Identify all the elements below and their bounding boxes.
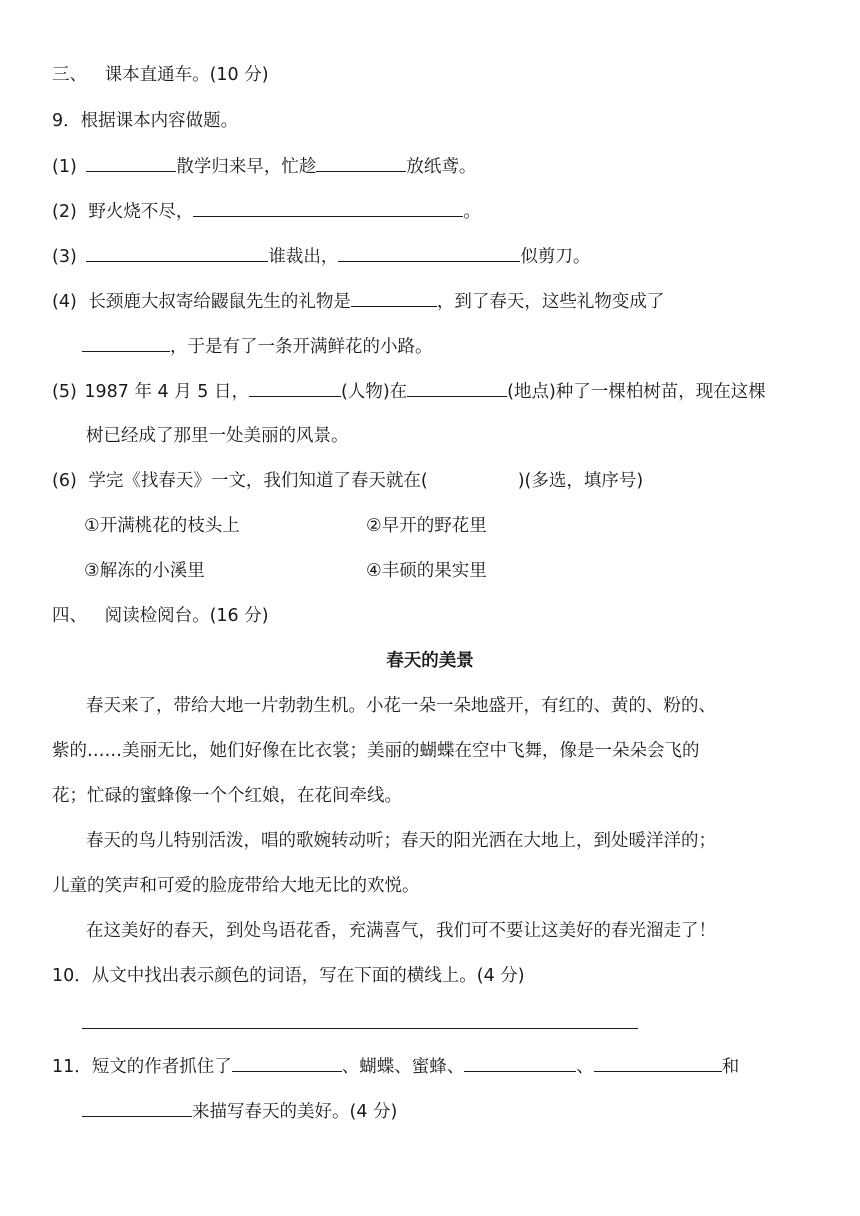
question-9-stem: 9．根据课本内容做题。 bbox=[52, 111, 239, 131]
q9-item-6 bbox=[52, 468, 643, 494]
item-number: (5) bbox=[52, 382, 77, 402]
item-text: 。 bbox=[463, 202, 481, 222]
q9-item-4-line-2 bbox=[82, 333, 433, 360]
item-text: 散学归来早，忙趁 bbox=[176, 157, 317, 177]
q9-item-5-line-2: 树已经成了那里一处美丽的风景。 bbox=[86, 426, 349, 446]
q9-item-2 bbox=[52, 198, 481, 225]
item-text: (人物)在 bbox=[341, 382, 408, 402]
answer-blank[interactable] bbox=[464, 1053, 576, 1072]
answer-blank[interactable] bbox=[82, 333, 170, 352]
item-number: (3) bbox=[52, 247, 77, 267]
passage-line: 儿童的笑声和可爱的脸庞带给大地无比的欢悦。 bbox=[52, 876, 420, 896]
section-number: 三、 bbox=[52, 65, 87, 85]
option-1: ①开满桃花的枝头上 bbox=[84, 516, 240, 536]
question-10-stem: 10．从文中找出表示颜色的词语，写在下面的横线上。(4 分) bbox=[52, 966, 525, 986]
answer-blank[interactable] bbox=[407, 378, 507, 397]
section-number: 四、 bbox=[52, 606, 87, 626]
answer-blank[interactable] bbox=[86, 243, 268, 262]
section-4-heading bbox=[52, 603, 269, 629]
option-4: ④丰硕的果实里 bbox=[366, 561, 487, 581]
answer-blank[interactable] bbox=[338, 243, 520, 262]
item-text: 谁裁出， bbox=[268, 247, 339, 267]
passage-line: 紫的……美丽无比，她们好像在比衣裳；美丽的蝴蝶在空中飞舞，像是一朵朵会飞的 bbox=[52, 741, 700, 761]
item-text: 来描写春天的美好。(4 分) bbox=[192, 1102, 398, 1122]
passage-line: 春天来了，带给大地一片勃勃生机。小花一朵一朵地盛开，有红的、黄的、粉的、 bbox=[86, 696, 716, 716]
item-text: 11．短文的作者抓住了 bbox=[52, 1057, 232, 1077]
section-title: 阅读检阅台。(16 分) bbox=[104, 606, 269, 626]
item-text: 、 bbox=[576, 1057, 594, 1077]
answer-blank[interactable] bbox=[82, 1098, 192, 1117]
item-text: 放纸鸢。 bbox=[406, 157, 477, 177]
item-text: ，到了春天，这些礼物变成了 bbox=[436, 292, 665, 312]
item-text: (地点)种了一棵柏树苗，现在这棵 bbox=[507, 382, 766, 402]
q9-item-1 bbox=[52, 153, 476, 180]
item-text: 1987 年 4 月 5 日， bbox=[84, 382, 249, 402]
passage-line: 花；忙碌的蜜蜂像一个个红娘，在花间牵线。 bbox=[52, 786, 402, 806]
item-text: 和 bbox=[721, 1057, 740, 1077]
item-number: (6) bbox=[52, 471, 77, 491]
question-11-line-1 bbox=[52, 1053, 739, 1080]
item-text: 、蝴蝶、蜜蜂、 bbox=[341, 1057, 465, 1077]
answer-blank[interactable] bbox=[594, 1053, 722, 1072]
option-2: ②早开的野花里 bbox=[366, 516, 487, 536]
q9-item-3 bbox=[52, 243, 590, 270]
item-number: (2) bbox=[52, 202, 77, 222]
answer-blank[interactable] bbox=[86, 153, 176, 172]
answer-line[interactable] bbox=[82, 1028, 638, 1029]
item-text: ，于是有了一条开满鲜花的小路。 bbox=[170, 337, 433, 357]
q9-item-4-line-1 bbox=[52, 288, 664, 315]
answer-blank[interactable] bbox=[316, 153, 406, 172]
answer-blank[interactable] bbox=[351, 288, 437, 307]
passage-line: 春天的鸟儿特别活泼，唱的歌婉转动听；春天的阳光洒在大地上，到处暖洋洋的； bbox=[86, 831, 716, 851]
answer-blank[interactable] bbox=[193, 198, 463, 217]
item-number: (4) bbox=[52, 292, 77, 312]
item-text: 似剪刀。 bbox=[520, 247, 591, 267]
q9-item-5-line-1 bbox=[52, 378, 766, 405]
item-text: )(多选，填序号) bbox=[517, 471, 644, 491]
answer-blank[interactable] bbox=[249, 378, 341, 397]
passage-title: 春天的美景 bbox=[386, 651, 474, 671]
answer-blank[interactable] bbox=[232, 1053, 342, 1072]
question-11-line-2 bbox=[82, 1098, 397, 1125]
passage-line: 在这美好的春天，到处鸟语花香，充满喜气，我们可不要让这美好的春光溜走了！ bbox=[86, 921, 716, 941]
item-text: 野火烧不尽， bbox=[88, 202, 194, 222]
item-text: 学完《找春天》一文，我们知道了春天就在( bbox=[88, 471, 428, 491]
item-text: 长颈鹿大叔寄给鼹鼠先生的礼物是 bbox=[88, 292, 351, 312]
section-title: 课本直通车。(10 分) bbox=[104, 65, 269, 85]
option-3: ③解冻的小溪里 bbox=[84, 561, 205, 581]
item-number: (1) bbox=[52, 157, 77, 177]
section-3-heading bbox=[52, 62, 269, 88]
